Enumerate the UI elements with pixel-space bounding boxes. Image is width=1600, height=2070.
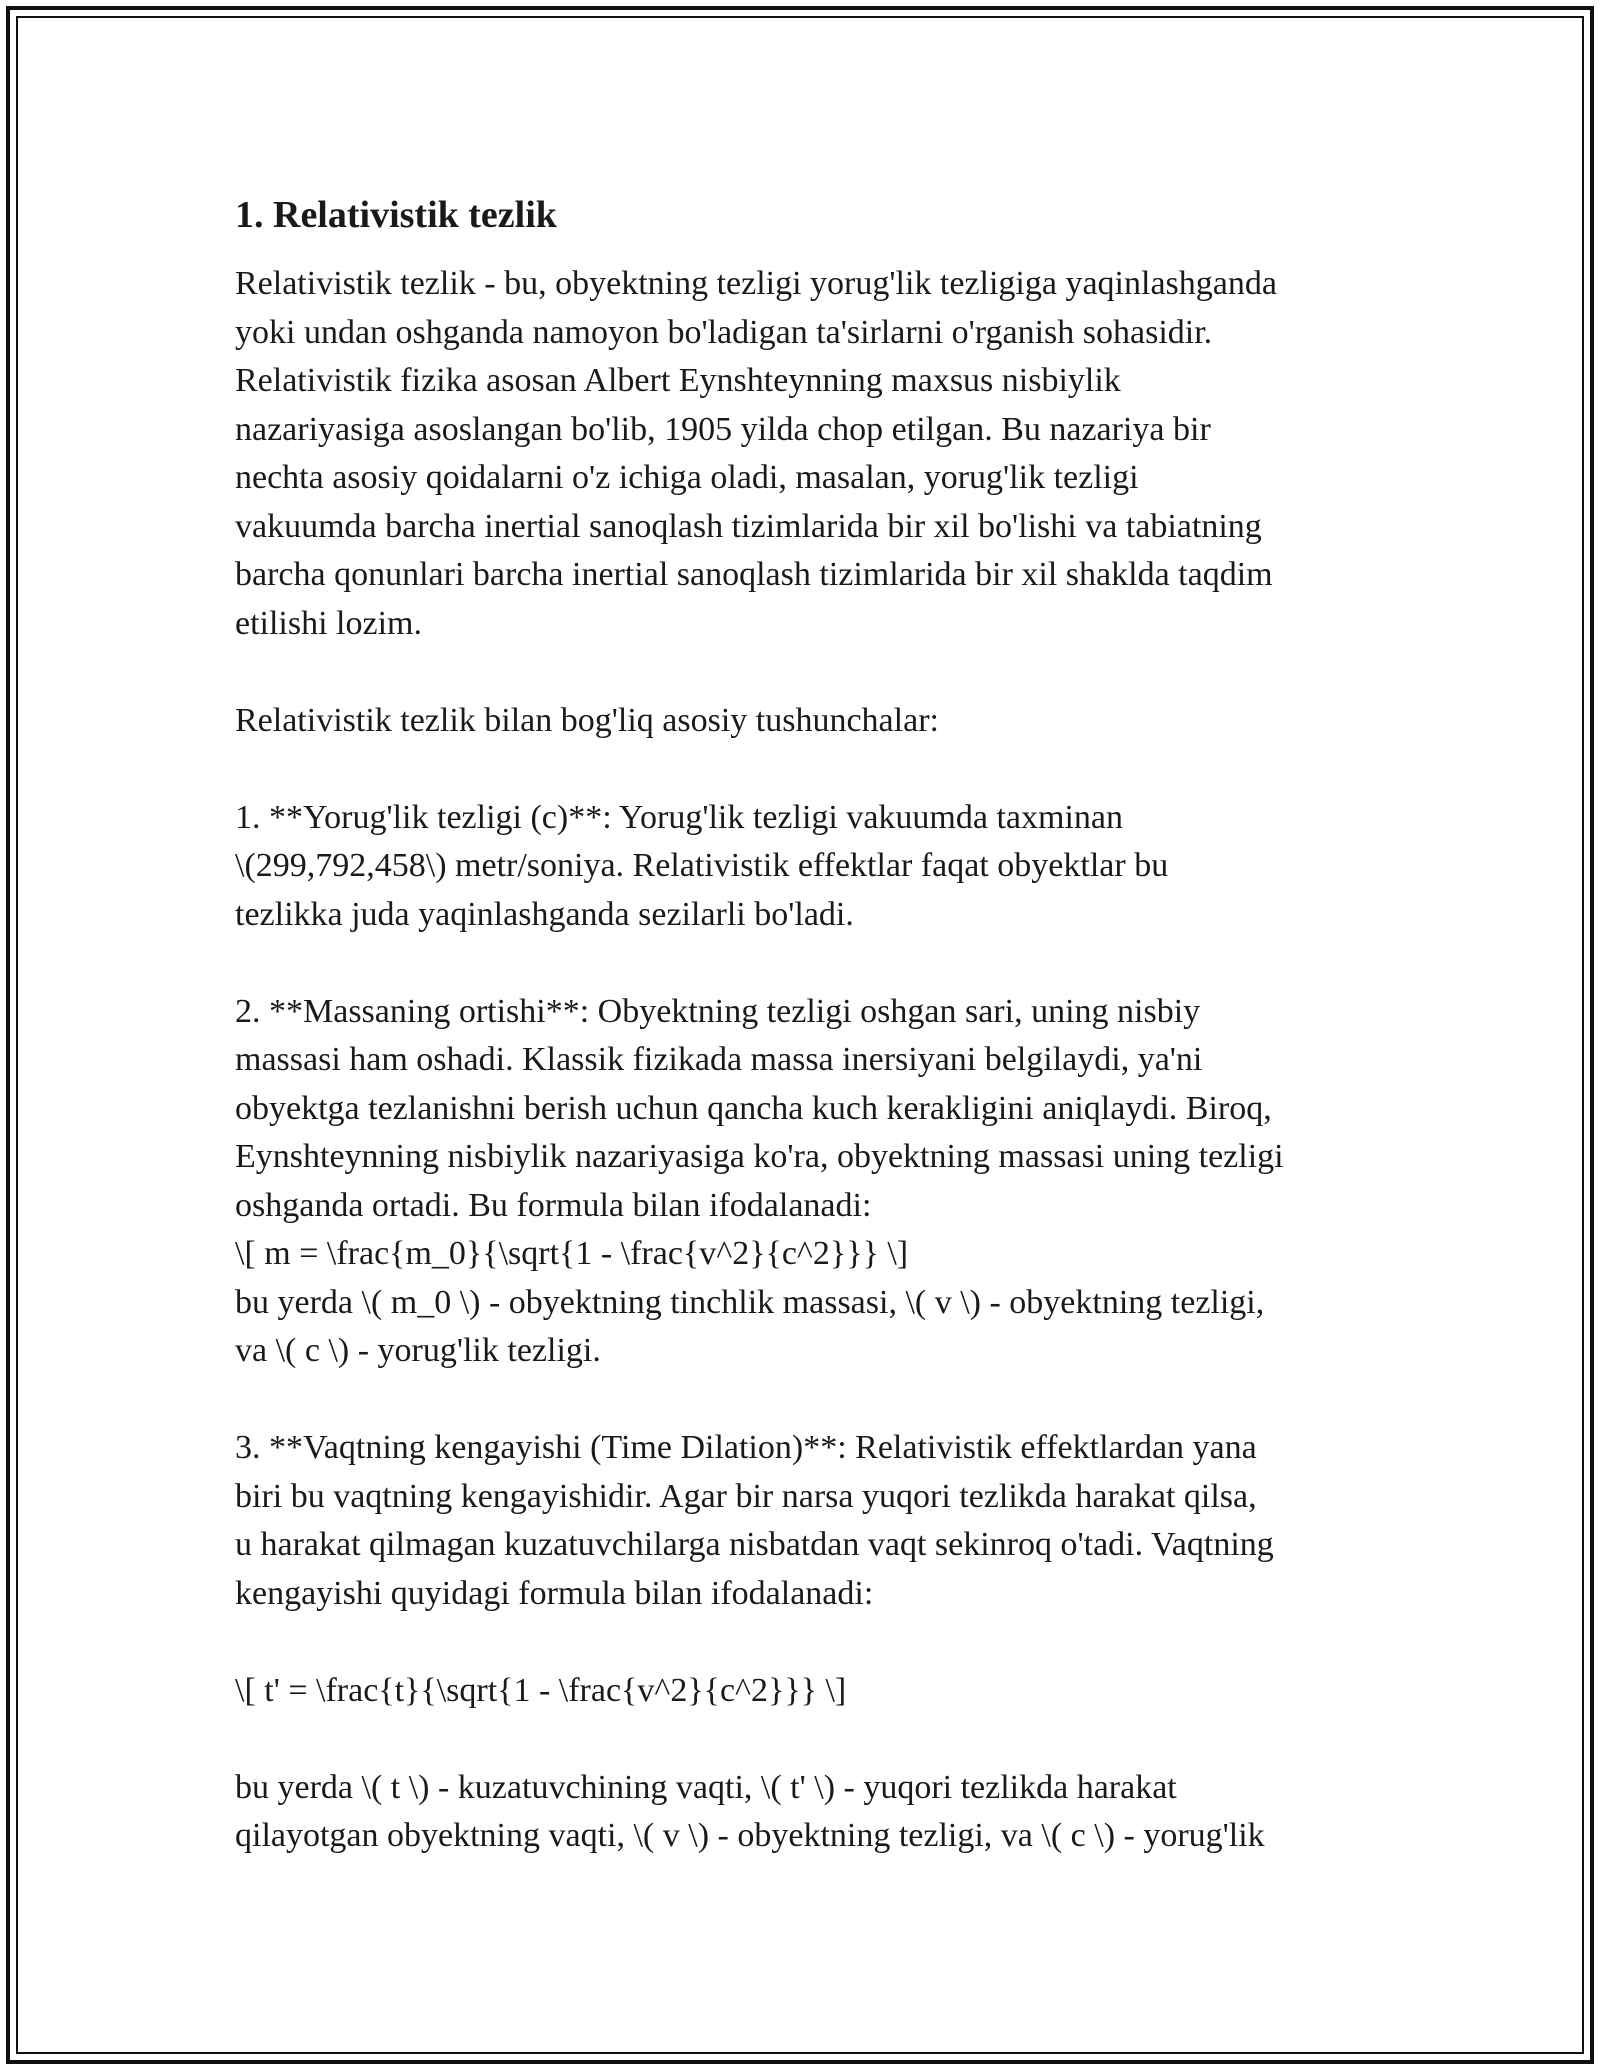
text-line: oshganda ortadi. Bu formula bilan ifodalanadi: [235, 1186, 872, 1224]
document-body [235, 184, 1375, 1861]
text-line: etilishi lozim. [235, 604, 422, 642]
paragraph-gap [235, 745, 1375, 794]
text-line: obyektga tezlanishni berish uchun qancha kuch kerakligini aniqlaydi. Biroq, [235, 1089, 1272, 1127]
paragraph-gap [235, 1715, 1375, 1764]
text-line: Relativistik tezlik - bu, obyektning tezligi yorug'lik tezligiga yaqinlashganda [235, 265, 1277, 302]
time-dilation-explanation [235, 1764, 1375, 1861]
concept-item-speed-of-light [235, 794, 1375, 940]
text-line: 3. **Vaqtning kengayishi (Time Dilation)**: Relativistik effektlardan yana [235, 1429, 1257, 1466]
text-line: tezlikka juda yaqinlashganda sezilarli bo'ladi. [235, 895, 854, 933]
text-line: massasi ham oshadi. Klassik fizikada massa inersiyani belgilaydi, ya'ni [235, 1041, 1203, 1078]
paragraph-gap [235, 648, 1375, 697]
paragraph-gap [235, 1376, 1375, 1425]
text-line: u harakat qilmagan kuzatuvchilarga nisbatdan vaqt sekinroq o'tadi. Vaqtning [235, 1526, 1274, 1563]
text-line: kengayishi quyidagi formula bilan ifodalanadi: [235, 1574, 874, 1612]
concepts-intro: Relativistik tezlik bilan bog'liq asosiy tushunchalar: [235, 701, 939, 739]
text-line: 1. **Yorug'lik tezligi (c)**: Yorug'lik tezligi vakuumda taxminan [235, 798, 1123, 836]
section-heading: 1. Relativistik tezlik [235, 194, 557, 236]
text-line: bu yerda \( t \) - kuzatuvchining vaqti, \( t' \) - yuqori tezlikda harakat [235, 1768, 1177, 1806]
concept-item-mass-increase [235, 988, 1375, 1376]
text-line: vakuumda barcha inertial sanoqlash tizimlarida bir xil bo'lishi va tabiatning [235, 507, 1262, 545]
text-line: Eynshteynning nisbiylik nazariyasiga ko'ra, obyektning massasi uning tezligi [235, 1138, 1284, 1175]
text-line: bu yerda \( m_0 \) - obyektning tinchlik massasi, \( v \) - obyektning tezligi, [235, 1283, 1265, 1321]
paragraph-gap [235, 939, 1375, 988]
text-line: nechta asosiy qoidalarni o'z ichiga oladi, masalan, yorug'lik tezligi [235, 459, 1139, 496]
text-line: 2. **Massaning ortishi**: Obyektning tezligi oshgan sari, uning nisbiy [235, 992, 1201, 1030]
concept-item-time-dilation [235, 1424, 1375, 1618]
text-line: Relativistik fizika asosan Albert Eynshteynning maxsus nisbiylik [235, 362, 1121, 399]
text-line: va \( c \) - yorug'lik tezligi. [235, 1332, 601, 1369]
mass-formula: \[ m = \frac{m_0}{\sqrt{1 - \frac{v^2}{c^2}}} \] [235, 1235, 909, 1272]
text-line: biri bu vaqtning kengayishidir. Agar bir narsa yuqori tezlikda harakat qilsa, [235, 1477, 1257, 1515]
intro-paragraph [235, 260, 1375, 648]
time-dilation-formula: \[ t' = \frac{t}{\sqrt{1 - \frac{v^2}{c^2}}} \] [235, 1671, 847, 1709]
text-line: barcha qonunlari barcha inertial sanoqlash tizimlarida bir xil shaklda taqdim [235, 556, 1273, 593]
text-line: \(299,792,458\) metr/soniya. Relativistik effektlar faqat obyektlar bu [235, 847, 1169, 884]
paragraph-gap [235, 1618, 1375, 1667]
text-line: qilayotgan obyektning vaqti, \( v \) - obyektning tezligi, va \( c \) - yorug'lik [235, 1817, 1265, 1854]
text-line: nazariyasiga asoslangan bo'lib, 1905 yilda chop etilgan. Bu nazariya bir [235, 410, 1211, 448]
text-line: yoki undan oshganda namoyon bo'ladigan ta'sirlarni o'rganish sohasidir. [235, 313, 1213, 351]
